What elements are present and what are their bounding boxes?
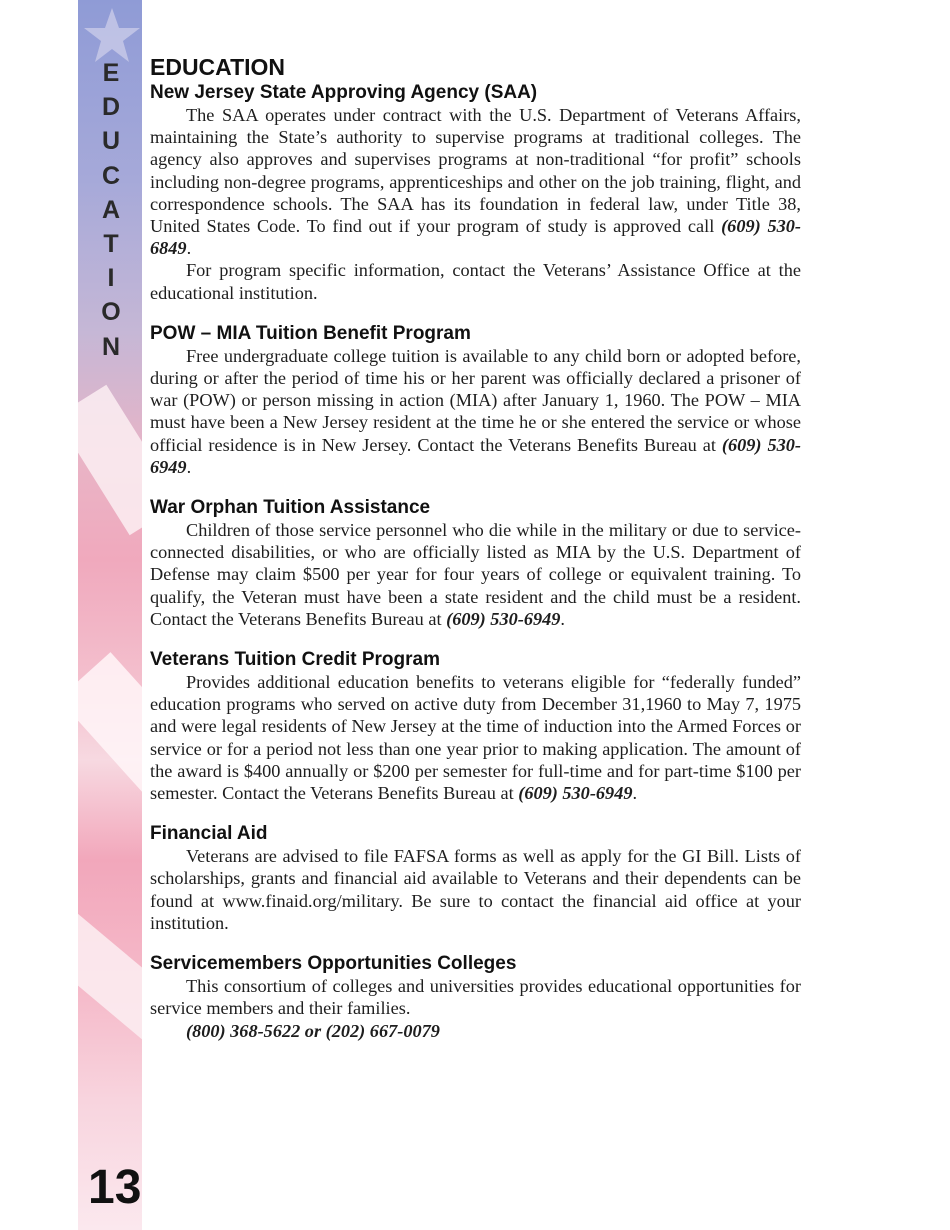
section-pow-mia [150, 323, 801, 478]
section-paragraph [150, 104, 801, 259]
flag-stripe [78, 385, 142, 536]
section-paragraph [150, 671, 801, 804]
paragraph-end: . [186, 238, 192, 259]
page-title: EDUCATION [150, 54, 286, 80]
page-number: 13 [88, 1161, 142, 1214]
vertical-letter: C [101, 161, 121, 190]
vertical-letter: I [107, 264, 115, 293]
phone-numbers [150, 1020, 801, 1042]
phone-number: (609) 530-6949 [518, 783, 633, 804]
vertical-letter: D [101, 93, 121, 122]
section-paragraph: For program specific information, contact the Veterans’ Assistance Office at the educational institution. [150, 260, 801, 303]
vertical-letter: U [101, 127, 121, 156]
phone-number: (609) 530-6949 [150, 434, 801, 477]
section-paragraph: This consortium of colleges and universities provides educational opportunities for service members and their families. [150, 976, 801, 1019]
section-paragraph [150, 519, 801, 630]
section-paragraph [150, 345, 801, 478]
paragraph-text: Free undergraduate college tuition is available to any child born or adopted before, during or after the period of time his or her parent was officially declared a prisoner of war (POW) or person missing in action (MIA) after January 1, 1960. The POW – MIA must have been a New Jersey resident at the time he or she entered the service or whose official residence is in New Jersey. Contact the Veterans Benefits Bureau at [150, 345, 801, 455]
phone-number: (609) 530-6849 [150, 216, 801, 259]
section-heading: POW – MIA Tuition Benefit Program [150, 322, 471, 344]
paragraph-end: . [560, 608, 565, 629]
vertical-letter: A [101, 195, 121, 224]
section-financial-aid [150, 823, 801, 934]
section-tuition-credit [150, 649, 801, 804]
paragraph-text: Provides additional education benefits to veterans eligible for “federally funded” education programs who served on active duty from December 31,1960 to May 7, 1975 and were legal residents of New Jersey at the time of induction into the Armed Forces or service or for a period not less than one year prior to making application. The amount of the award is $400 annually or $200 per semester for full-time and for part-time $100 per semester. Contact the Veterans Benefits Bureau at [150, 672, 801, 804]
flag-stripe [78, 912, 142, 1063]
section-heading: New Jersey State Approving Agency (SAA) [150, 82, 538, 103]
phone-number: (609) 530-6949 [446, 608, 561, 629]
vertical-letter: O [101, 298, 121, 327]
section-soc [150, 953, 801, 1042]
paragraph-end: . [186, 456, 192, 477]
section-paragraph: Veterans are advised to file FAFSA forms as well as apply for the GI Bill. Lists of scholarships, grants and financial aid available to Veterans and their dependents can be found at www.finaid.org/military. Be sure to contact the financial aid office at your institution. [150, 846, 801, 933]
vertical-letter: E [102, 59, 120, 87]
phone-number: (800) 368-5622 or (202) 667-0079 [186, 1020, 440, 1041]
section-war-orphan [150, 497, 801, 630]
section-heading: Servicemembers Opportunities Colleges [150, 953, 517, 975]
page-content [150, 52, 801, 1042]
section-heading: War Orphan Tuition Assistance [150, 497, 431, 519]
paragraph-end: . [632, 783, 638, 804]
section-heading: Financial Aid [150, 823, 268, 845]
vertical-section-label [100, 56, 122, 364]
flag-stripe [78, 652, 142, 818]
paragraph-text: Children of those service personnel who die while in the military or due to service-connected disabilities, or who are officially listed as MIA by the U.S. Department of Defense may claim $500 per year for four years of college or equivalent training. To qualify, the Veteran must have been a state resident and the child must be a resident. Contact the Veterans Benefits Bureau at [150, 520, 801, 629]
section-heading: Veterans Tuition Credit Program [150, 649, 440, 671]
vertical-letter: T [103, 230, 119, 259]
paragraph-text: The SAA operates under contract with the U.S. Department of Veterans Affairs, maintaining the State’s authority to supervise programs at traditional colleges. The agency also approves and supervises programs at non-traditional “for profit” schools including non-degree programs, apprenticeships and other on the job training, flight, and correspondence schools. The SAA has its foundation in federal law, under Title 38, United States Code. To find out if your program of study is approved call [150, 105, 801, 237]
vertical-letter: N [101, 332, 121, 361]
section-saa [150, 82, 801, 304]
